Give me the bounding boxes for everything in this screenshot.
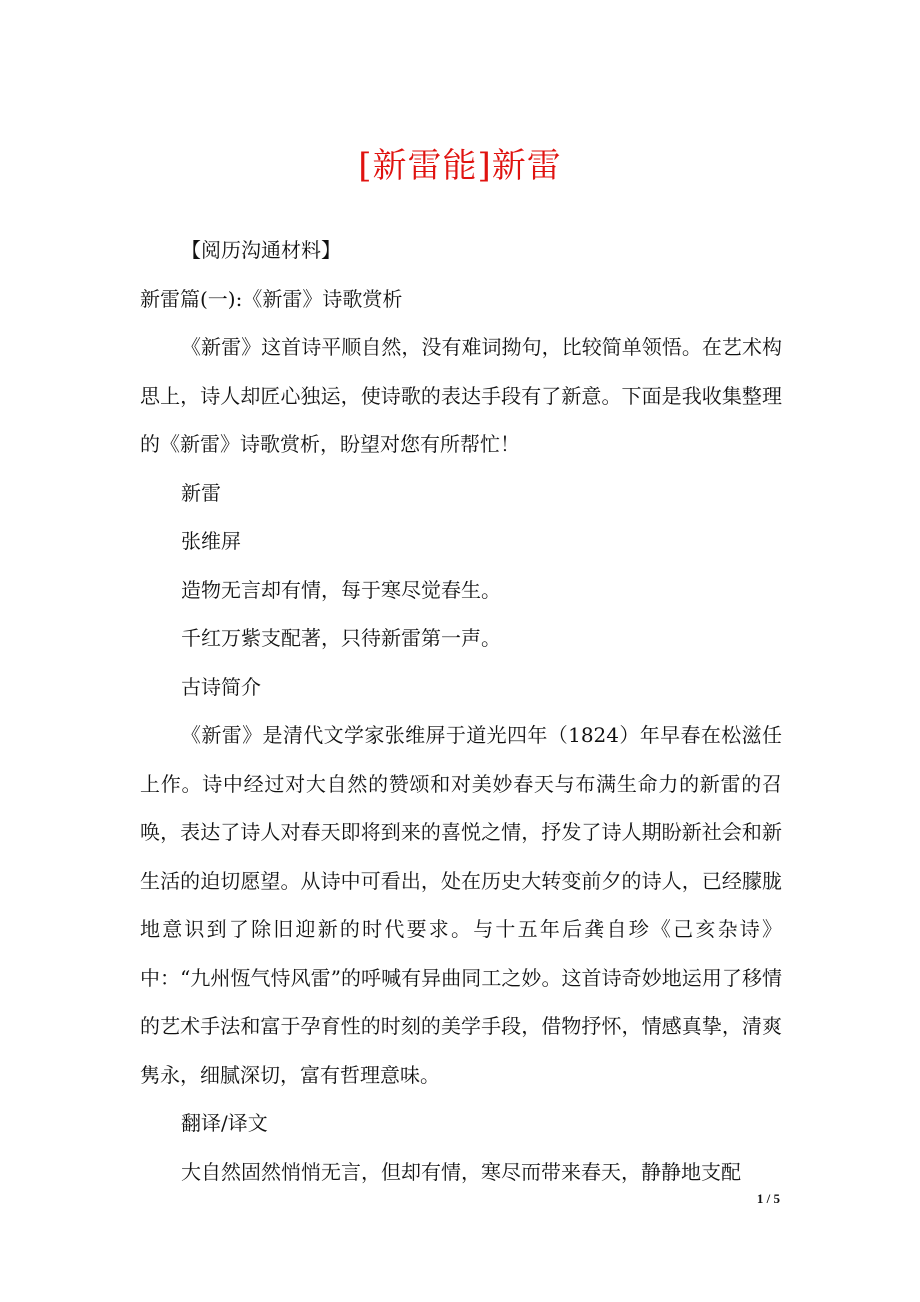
translation-paragraph: 大自然固然悄悄无言，但却有情，寒尽而带来春天，静静地支配: [181, 1159, 741, 1184]
document-title: [新雷能]新雷: [358, 146, 562, 186]
poem-title: 新雷: [181, 480, 221, 505]
intro-paragraph: 《新雷》这首诗平顺自然，没有难词拗句，比较简单领悟。在艺术构思上，诗人却匠心独运，使诗歌的表达手段有了新意。下面是我收集整理的《新雷》诗歌赏析，盼望对您有所帮忙！: [140, 335, 782, 456]
document-body: [140, 226, 782, 1196]
poem-line-2: 千红万紫支配著，只待新雷第一声。: [181, 626, 501, 650]
intro-body-paragraph: 《新雷》是清代文学家张维屏于道光四年（1824）年早春在松滋任上作。诗中经过对大自然的赞颂和对美妙春天与布满生命力的新雷的召唤，表达了诗人对春天即将到来的喜悦之情，抒发了诗人期盼新社会和新生活的迫切愿望。从诗中可看出，处在历史大转变前夕的诗人，已经朦胧地意识到了除旧迎新的时代要求。与十五年后龚自珍《己亥杂诗》中：“九州恆气恃风雷”的呼喊有异曲同工之妙。这首诗奇妙地运用了移情的艺术手法和富于孕育性的时刻的美学手段，借物抒怀，情感真挚，清爽隽永，细腻深切，富有哲理意味。: [140, 723, 782, 1087]
intro-heading: 古诗简介: [181, 674, 261, 699]
translation-heading: 翻译/译文: [181, 1111, 268, 1135]
poem-line-1: 造物无言却有情，每于寒尽觉春生。: [181, 577, 501, 602]
page-number: 1 / 5: [756, 1191, 780, 1206]
section-label: 【阅历沟通材料】: [181, 238, 341, 262]
article-subtitle: 新雷篇(一):《新雷》诗歌赏析: [140, 286, 403, 311]
poem-author: 张维屏: [181, 529, 241, 553]
